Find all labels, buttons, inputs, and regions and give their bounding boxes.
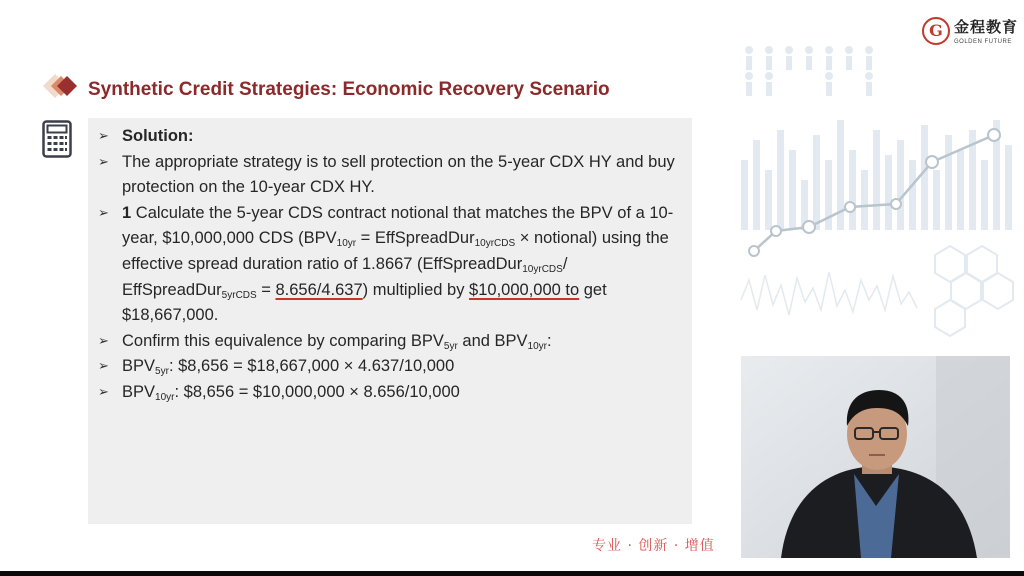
logo-text: [954, 16, 1018, 45]
logo-name-en: GOLDEN FUTURE: [954, 39, 1012, 45]
step-sub-4: 5yrCDS: [221, 289, 257, 301]
presenter-webcam: [741, 356, 1010, 558]
calculator-icon: [42, 120, 72, 158]
confirm-text-2: and BPV: [457, 331, 528, 350]
bpv5-label: BPV: [122, 357, 156, 376]
bullet-confirm: [98, 329, 688, 355]
logo-name-cn: 金程教育: [954, 18, 1019, 36]
confirm-text-3: :: [546, 331, 552, 350]
company-logo: [922, 16, 1018, 45]
step-text-7: get $18,667,000.: [122, 280, 607, 325]
bpv5-sub: 5yr: [155, 366, 169, 378]
step-sub-3: 10yrCDS: [522, 263, 563, 275]
step-text-3: × notional) using the effective spread duration ratio of 1.8667 (EffSpreadDur: [122, 229, 669, 273]
underlined-notional: $10,000,000 to: [469, 280, 580, 299]
step-sub-2: 10yrCDS: [474, 238, 516, 250]
confirm-sub-1: 5yr: [443, 340, 458, 352]
solution-bullets: [98, 124, 688, 406]
step-sub-1: 10yr: [336, 238, 357, 250]
step-number: 1: [122, 203, 132, 222]
strategy-text: The appropriate strategy is to sell protection on the 5-year CDX HY and buy protection on the 10-year CDX HY.: [122, 152, 675, 197]
slogan: 专业 · 创新 · 增值: [592, 538, 715, 554]
bar-graphic: [741, 120, 1012, 230]
step-text-4: / EffSpreadDur: [122, 254, 568, 299]
bpv10-expression: : $8,656 = $10,000,000 × 8.656/10,000: [174, 382, 460, 401]
bullet-bpv-10yr: [98, 380, 688, 406]
slide-title: Synthetic Credit Strategies: Economic Recovery Scenario: [88, 79, 610, 100]
bullet-step-1: [98, 201, 688, 329]
step-text-1: Calculate the 5-year CDS contract notional that matches the BPV of a 10-year, $10,000,000 CDS (BPV: [122, 203, 674, 248]
presenter-video: [741, 356, 1010, 558]
bullet-solution-label: [98, 124, 688, 150]
bullet-strategy: [98, 150, 688, 201]
underlined-duration-ratio: 8.656/4.637: [275, 280, 363, 299]
hexagon-graphic: [935, 246, 1013, 336]
bullet-bpv-5yr: [98, 354, 688, 380]
logo-seal-icon: G: [922, 17, 950, 45]
bpv5-expression: : $8,656 = $18,667,000 × 4.637/10,000: [168, 357, 455, 376]
step-text-2: = EffSpreadDur: [356, 229, 475, 248]
step-text-5: =: [256, 280, 276, 299]
confirm-text-1: Confirm this equivalence by comparing BPV: [122, 331, 444, 350]
step-text-6: ) multiplied by: [362, 280, 470, 299]
bpv10-sub: 10yr: [155, 391, 175, 403]
bpv10-label: BPV: [122, 382, 156, 401]
solution-label: Solution:: [122, 127, 194, 145]
bottom-bar: [0, 571, 1024, 576]
confirm-sub-2: 10yr: [527, 340, 547, 352]
diamond-decoration-icon: [31, 70, 81, 102]
waveform-graphic: [741, 272, 917, 315]
background-infographic: [735, 10, 1024, 355]
people-icons: [745, 46, 873, 96]
